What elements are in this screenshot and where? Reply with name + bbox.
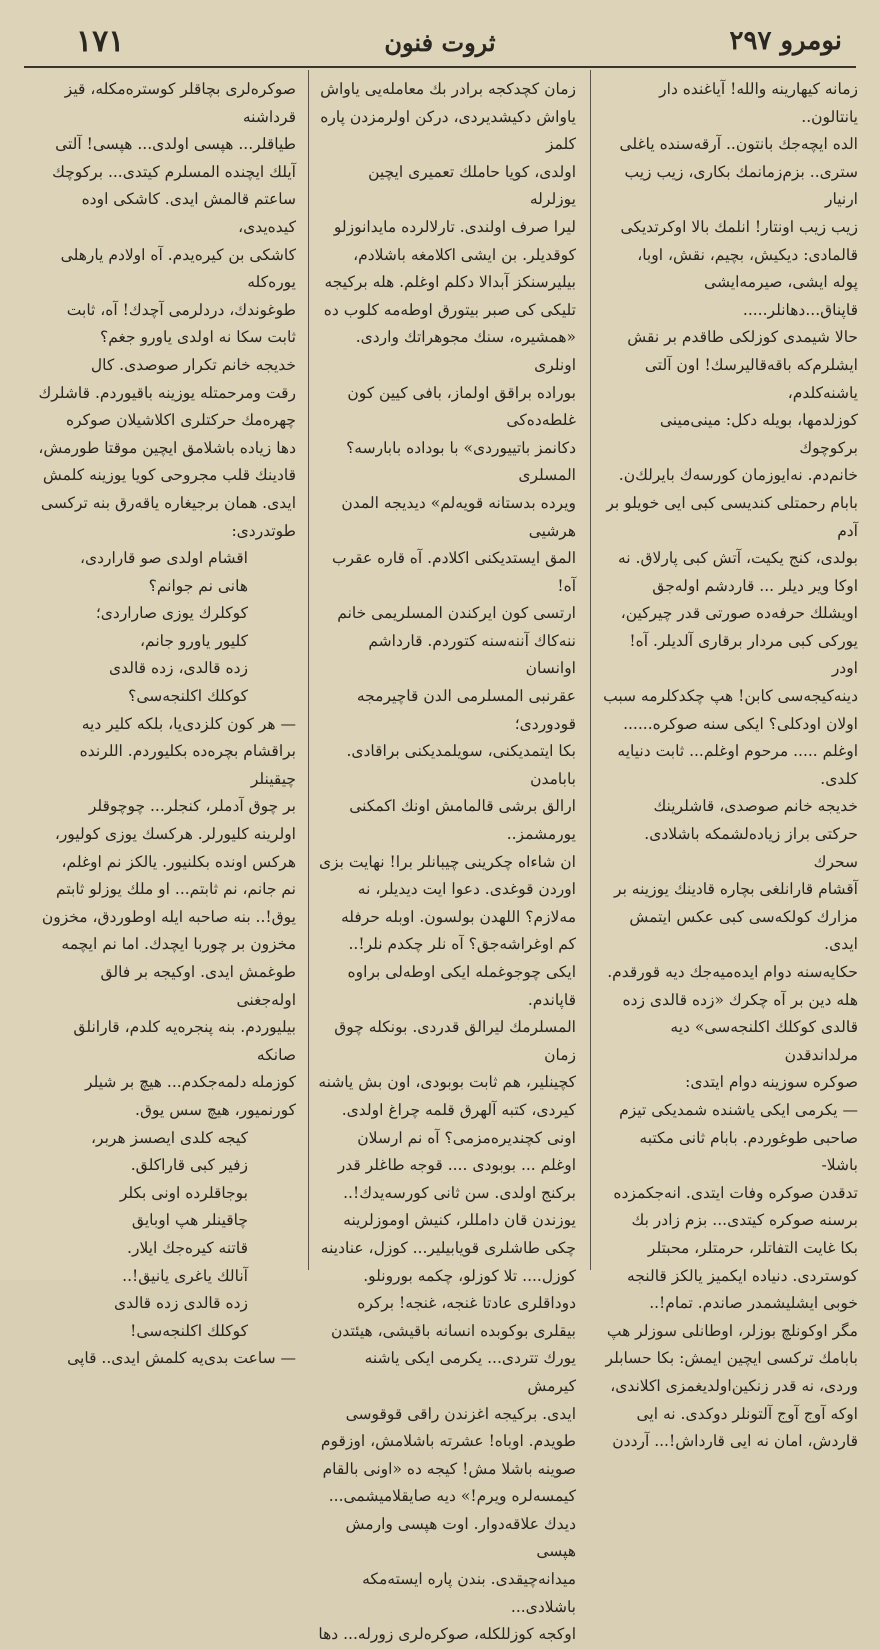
text-line: ننه‌کاك آننه‌سنه کتوردم. قارداشم اوانسان: [368, 631, 576, 678]
text-line: هانی نم جوانم؟: [148, 576, 248, 595]
text-line: نم جانم، نم ثابتم... او ملك یوزلو ثابتم: [56, 880, 296, 899]
text-line: ارالق برشی قالمامش اونك اکمکنی یورمشمز..: [349, 797, 576, 844]
text-line: مزارك کولکه‌سی کبی عکس ایتمش ایدی.: [629, 907, 858, 954]
text-line: زیب زیب اونتار! انلمك بالا اوکرتدیکی: [620, 217, 858, 236]
issue-number: نومرو ٢٩٧: [729, 26, 842, 56]
text-line: بوراده براقق اولماز، بافی کیین کون غلطه‌ده‌کی: [347, 383, 576, 430]
text-line: قالدی کوکلك اکلنجه‌سی» دیه مرلداندقدن: [670, 1018, 858, 1064]
text-line: طوغوندك، دردلرمی آچدك! آه، ثابت: [66, 300, 296, 319]
text-line: ایدی. همان برجیغاره یاقه‌رق بنه ترکسی: [40, 493, 296, 512]
text-line: مخزون بر چوربا ایچدك. اما نم ایچمه: [61, 935, 296, 954]
text-line: برکنج اولدی. سن ثانی کورسه‌یدك!..: [343, 1183, 576, 1202]
text-line: ارتسی کون ایرکندن المسلریمی خانم: [337, 604, 576, 623]
text-line: کوزلدمها، بویله دکل: مینی‌مینی برکوچوك: [659, 411, 858, 457]
text-line: کم اوغراشه‌جق؟ آه نلر چکدم نلر!..: [348, 935, 576, 954]
text-line: دکانمز باتییوردی» با بوداده بابارسه؟ المسلری: [346, 438, 576, 485]
text-line: بولدی، کنج یکیت، آتش کبی پارلاق. نه: [617, 549, 858, 568]
text-line: تلیکی کی صبر بیتورق اوطه‌مه کلوب ده: [323, 300, 576, 319]
text-line: صوینه باشلا مش! کیجه ده «اونی بالقام: [322, 1459, 576, 1478]
text-line: بیلیرسنکز آبدالا دکلم اوغلم. هله برکیجه: [324, 273, 576, 292]
text-line: — هر کون کلزدی‌یا، بلکه کلیر دیه: [81, 714, 296, 733]
page-header: [20, 14, 860, 72]
text-line: دوداقلری عادتا غنجه، غنجه! برکره: [357, 1294, 576, 1313]
text-line: قادینك قلب مجروحی کویا یوزینه کلمش: [42, 466, 296, 485]
text-line: طیاقلر... هپسی اولدی... هپسی! آلتی: [55, 135, 296, 154]
text-line: کیردی، کتبه آلهرق قلمه چراغ اولدی.: [341, 1100, 576, 1119]
text-line: خدیجه خانم تکرار صوصدی. کال: [90, 355, 296, 374]
text-line: قاتنه کیره‌جك ایلار.: [127, 1238, 248, 1257]
text-line: یاواش دکیشدیردی، درکن اولرمزدن پاره کلمز: [320, 107, 576, 154]
text-line: — ساعت بدی‌یه کلمش ایدی.. قاپی: [67, 1349, 296, 1368]
text-line: کوقدیلر. بن ایشی اکلامغه باشلادم،: [353, 245, 576, 264]
text-line: یورکی کبی مردار برقاری آلدیلر. آه! اودر: [629, 631, 858, 678]
text-line: یوق!.. بنه صاحبه ایله اوطوردق، مخزون: [41, 907, 296, 926]
text-line: کوکلك اکلنجه‌سی!: [130, 1321, 248, 1340]
text-line: بیلیوردم. بنه پنجره‌یه کلدم، قارانلق صانکه: [73, 1018, 296, 1064]
text-line: برسنه صوکره کیتدی... بزم زادر بك: [631, 1211, 858, 1230]
text-line: اولرینه کلیورلر. هرکسك یوزی کولیور،: [54, 825, 296, 844]
text-line: ثابت سکا نه اولدی یاورو جغم؟: [100, 328, 296, 347]
text-line: صوکره سوزینه دوام ایتدی:: [685, 1073, 858, 1092]
text-line: کورنمیور، هیچ سس یوق.: [135, 1100, 296, 1119]
text-line: یورك تتردی... یکرمی ایکی یاشنه کیرمش: [364, 1349, 576, 1395]
text-line: خوبی ایشلیشمدر صاندم. تمام!..: [649, 1294, 858, 1313]
text-line: ساعتم قالمش ایدی. کاشکی اوده کیده‌یدی،: [81, 190, 296, 236]
text-line: طویدم. اوباه! عشرته باشلامش، اوزقوم: [320, 1432, 576, 1451]
text-line: حالا شیمدی کوزلکی طاقدم بر نقش: [627, 328, 858, 347]
text-line: آقشام قارانلغی بچاره قادینك یوزینه بر: [614, 880, 858, 899]
text-line: براقشام بچره‌ده بکلیوردم. اللرنده چیقینلر: [79, 742, 296, 788]
text-line: صوکره‌لری بچاقلر کوستره‌مکله، قیز قرداشنه: [64, 80, 296, 126]
text-line: اوردن قوغدی. دعوا ایت دیدیلر، نه: [357, 880, 576, 899]
text-line: المق ایستدیکنی اکلادم. آه قاره عقرب آه!: [331, 549, 576, 595]
text-line: بابامك ترکسی ایچین ایمش: بکا حسابلر: [605, 1349, 858, 1368]
text-line: بکا ایتمدیکنی، سویلمدیکنی براقادی. بابامدن: [346, 742, 576, 788]
text-line: صاحبی طوغوردم. بابام ثانی مکتبه باشلا-: [639, 1128, 858, 1175]
text-line: آیلك ایچنده المسلرم کیتدی... برکوچك: [52, 162, 296, 181]
text-line: هرکس اونده بکلنیور. یالکز نم اوغلم،: [61, 852, 296, 871]
text-line: کلیور یاورو جانم،: [140, 631, 248, 650]
text-line: کوکلرك یوزی صاراردی؛: [95, 604, 248, 623]
text-line: کوستردی. دنیاده ایکمیز یالکز قالنجه: [626, 1266, 858, 1285]
text-line: کیمسه‌لره ویرم!» دیه صایقلامیشمی...: [328, 1487, 576, 1506]
text-line: اولدی، کویا حاملك تعمیری ایچین یوزلرله: [368, 162, 576, 209]
text-column-middle: [318, 76, 576, 1644]
text-line: بوجاقلرده اونی بکلر: [119, 1183, 248, 1202]
text-line: وردی، نه قدر زنکین‌اولدیغمزی اکلاندی،: [610, 1376, 858, 1395]
masthead-title: ثروت فنون: [384, 28, 496, 57]
text-line: حرکتی براز زیاده‌لشمکه باشلادی. سحرك: [644, 825, 858, 871]
text-line: زده قالدی زده قالدی: [113, 1294, 248, 1313]
text-line: آنالك یاغری یانیق!..: [122, 1266, 248, 1285]
text-line: بر چوق آدملر، کنجلر... چوچوقلر: [88, 797, 296, 816]
text-line: اونی کچندیره‌مزمی؟ آه نم ارسلان: [357, 1128, 576, 1147]
text-line: چکی طاشلری قویابیلیر... کوزل، عنادینه: [320, 1238, 576, 1257]
page-number: ١٧١: [76, 24, 125, 59]
header-rule: [24, 66, 856, 68]
text-line: چاقینلر هپ اوبایق: [131, 1211, 248, 1230]
text-line: زده قالدی، زده قالدی: [108, 659, 248, 678]
text-line: مگر اوکونلچ بوزلر، اوطانلی سوزلر هپ: [606, 1321, 858, 1340]
text-line: — یکرمی ایکی یاشنده شمدیکی تیزم: [619, 1100, 858, 1119]
text-column-left: [38, 76, 296, 1368]
text-line: کوزل.... تلا کوزلو، چکمه بورونلو.: [363, 1266, 576, 1285]
text-line: اوکجه کوزللکله، صوکره‌لری زورله... دها: [318, 1625, 576, 1644]
text-line: رقت ومرحمتله یوزینه باقیوردم. قاشلرك: [38, 383, 296, 402]
text-line: المسلرمك لیرالق قدردی. بونکله چوق زمان: [334, 1018, 576, 1064]
text-line: کاشکی بن کیره‌یدم. آه اولادم یارهلی یوره‌کله: [60, 245, 296, 292]
text-line: بابام رحمتلی کندیسی کبی ایی خویلو بر آدم: [606, 493, 858, 540]
text-line: بیقلری بوکوبده انسانه باقیشی، هیئتدن: [330, 1321, 576, 1340]
text-line: یوزندن قان دامللر، کنیش اوموزلرینه: [343, 1211, 576, 1230]
text-line: لیرا صرف اولندی. تارلالرده مایدانوزلو: [333, 217, 576, 236]
text-line: قالمادی: دیکیش، بچیم، نقش، اوبا،: [637, 245, 858, 264]
text-line: میدانه‌چیقدی. بندن پاره ایسته‌مکه باشلادی...: [362, 1570, 576, 1616]
text-line: ان شاءاه چکرینی چیبانلر برا! نهایت بزی: [318, 852, 576, 871]
text-line: الده ایچه‌جك بانتون.. آرقه‌سنده یاغلی: [619, 135, 858, 154]
text-line: هله دین بر آه چکرك «زده قالدی زده: [622, 990, 858, 1009]
text-column-right: [600, 76, 858, 1451]
text-line: اوکه آوج آوج آلتونلر دوکدی. نه ایی: [636, 1404, 858, 1423]
text-line: طوتدردی:: [231, 521, 296, 540]
text-line: کوزمله دلمه‌جکدم... هیچ بر شیلر: [85, 1073, 296, 1092]
text-line: کیجه کلدی ایصسز هربر،: [91, 1128, 248, 1147]
column-divider-left: [308, 70, 309, 1270]
text-line: مه‌لازم؟ اللهدن بولسون. اوبله حرفله: [340, 907, 576, 926]
text-line: حکایه‌سنه دوام ایده‌میه‌جك دیه قورقدم.: [607, 963, 858, 981]
text-line: کچینلیر، هم ثابت بوبودی، اون بش یاشنه: [318, 1073, 576, 1092]
text-line: اوکا ویر دیلر ... قاردشم اوله‌جق: [652, 576, 858, 595]
text-line: دیدك علاقه‌دوار. اوت هپسی وارمش هپسی: [345, 1514, 576, 1561]
text-line: ایشلرم‌که باقه‌قالیرسك! اون آلتی یاشنه‌کلدم،: [644, 355, 858, 402]
text-line: اقشام اولدی صو قاراردی،: [79, 549, 248, 568]
text-line: اوغلم ... بوبودی .... قوجه طاغلر قدر: [337, 1156, 576, 1175]
column-divider-right: [590, 70, 591, 1270]
text-line: اویشلك حرفه‌ده صورتی قدر چیرکین،: [620, 604, 858, 623]
text-line: خدیجه خانم صوصدی، قاشلرینك: [653, 797, 858, 816]
text-line: دها زیاده باشلامق ایچین موقتا طورمش،: [38, 438, 296, 457]
text-line: پوله ایشی، صیرمه‌ایشی قاپناق...دهانلر.....: [704, 273, 858, 319]
text-line: کلدی.: [820, 769, 858, 788]
text-line: خانم‌دم. نه‌ایوزمان کورسه‌ك بایرلك‌ن.: [618, 466, 858, 485]
text-line: عقرنبی المسلرمی الدن قاچیرمجه قودوردی؛: [356, 687, 576, 733]
text-line: زمان کچدکجه برادر بك معامله‌یی یاواش: [320, 80, 576, 98]
text-line: قاردش، امان نه ایی قارداش!... آرددن: [612, 1432, 858, 1451]
text-line: بکا غایت التفاتلر، حرمتلر، محبتلر: [647, 1238, 858, 1257]
text-line: زفیر کبی قاراکلق.: [130, 1156, 248, 1175]
text-line: اوغلم ..... مرحوم اوغلم... ثابت دنیایه: [617, 742, 858, 761]
text-line: ایدی. برکیجه اغزندن راقی قوقوسی: [345, 1404, 576, 1423]
text-line: تدقدن صوکره وفات ایتدی. انه‌جکمزده: [613, 1183, 858, 1202]
text-line: اولان اودکلی؟ ایکی سنه صوکره......: [623, 714, 858, 733]
text-line: ستری.. بزم‌زمانمك بکاری، زیب زیب ارنيار: [624, 162, 858, 209]
text-line: کوکلك اکلنجه‌سی؟: [128, 687, 248, 706]
text-line: دینه‌کیجه‌سی کابن! هپ چکدکلرمه سبب: [603, 687, 858, 706]
text-line: ویرده بدستانه قویه‌لم» دیدیجه المدن هرشیی: [341, 493, 576, 540]
text-line: چهره‌مك حرکتلری اکلاشیلان صوکره: [65, 411, 296, 430]
text-line: ایکی چوجوغمله ایکی اوطه‌لی براوه قاپاندم.: [347, 963, 576, 1009]
text-line: زمانه کیهارینه والله! آیاغنده دار یانتالون..: [659, 80, 858, 126]
text-line: «همشیره، سنك مجوهراتك واردی. اونلری: [355, 328, 576, 374]
text-line: طوغمش ایدی. اوکیجه بر فالق اوله‌جغنی: [100, 963, 296, 1009]
